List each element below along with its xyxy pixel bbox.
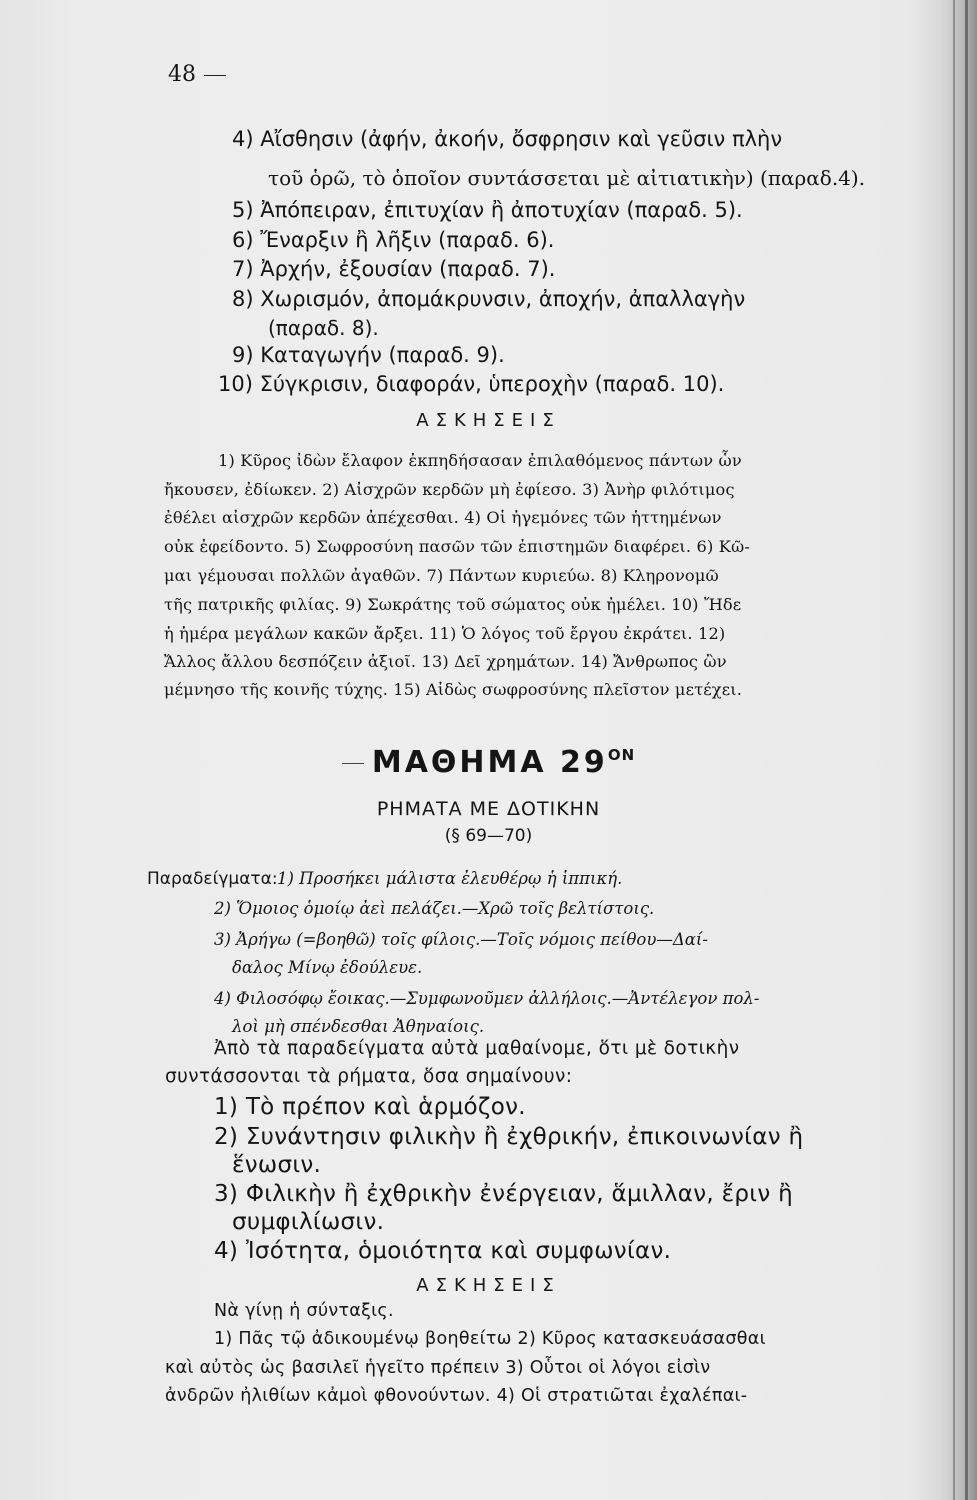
lesson-reference: (§ 69—70) bbox=[444, 826, 533, 846]
example-line: 1) Προσήκει μάλιστα ἐλευθέρῳ ἡ ἱππική. bbox=[277, 869, 623, 888]
lesson-subtitle: ΡΗΜΑΤΑ ΜΕ ΔΟΤΙΚΗΝ bbox=[376, 798, 601, 820]
exercise-line: μαι γέμουσαι πολλῶν ἀγαθῶν. 7) Πάντων κυριεύω. 8) Κληρονομῶ bbox=[164, 566, 719, 585]
list-item: 8) Χωρισμόν, ἀπομάκρυνσιν, ἀποχήν, ἀπαλλαγὴν bbox=[232, 287, 746, 311]
list-item: 10) Σύγκρισιν, διαφοράν, ὑπεροχὴν (παραδ. 10). bbox=[218, 372, 725, 396]
meaning-item: 3) Φιλικὴν ἢ ἐχθρικὴν ἐνέργειαν, ἅμιλλαν, ἔριν ἢ bbox=[214, 1181, 793, 1207]
page-number: 48 bbox=[168, 62, 226, 87]
exercise-line: τῆς πατρικῆς φιλίας. 9) Σωκράτης τοῦ σώματος οὐκ ἠμέλει. 10) Ἤδε bbox=[164, 595, 742, 614]
example-line: δαλος Μίνῳ ἐδούλευε. bbox=[232, 958, 423, 977]
exercise-line: Ἄλλος ἄλλου δεσπόζειν ἀξιοῖ. 13) Δεῖ χρημάτων. 14) Ἄνθρωπος ὢν bbox=[164, 652, 727, 671]
exercise-line: Νὰ γίνῃ ἡ σύνταξις. bbox=[214, 1301, 394, 1321]
list-item: τοῦ ὁρῶ, τὸ ὁποῖον συντάσσεται μὲ αἰτιατικὴν) (παραδ.4). bbox=[268, 166, 866, 190]
meaning-item: 4) Ἰσότητα, ὁμοιότητα καὶ συμφωνίαν. bbox=[214, 1238, 672, 1264]
examples-label: Παραδείγματα: bbox=[147, 869, 278, 889]
meaning-item: συμφιλίωσιν. bbox=[232, 1209, 385, 1235]
lesson-title: ΜΑΘΗΜΑ $29^{ON}$ bbox=[0, 745, 977, 780]
example-line: 4) Φιλοσόφῳ ἔοικας.—Συμφωνοῦμεν ἀλλήλοις.—Ἀντέλεγον πολ- bbox=[214, 989, 760, 1008]
exercise-line: ἐθέλει αἰσχρῶν κερδῶν ἀπέχεσθαι. 4) Οἱ ἡγεμόνες τῶν ἡττημένων bbox=[164, 508, 722, 527]
exercises-heading: ΑΣΚΗΣΕΙΣ bbox=[416, 1275, 561, 1296]
list-item: 4) Αἴσθησιν (ἀφήν, ἀκοήν, ὄσφρησιν καὶ γεῦσιν πλὴν bbox=[232, 127, 783, 151]
exercise-line: ἡ ἡμέρα μεγάλων κακῶν ἄρξει. 11) Ὁ λόγος τοῦ ἔργου ἐκράτει. 12) bbox=[164, 624, 726, 643]
meaning-item: 2) Συνάντησιν φιλικὴν ἢ ἐχθρικήν, ἐπικοινωνίαν ἢ bbox=[214, 1124, 804, 1150]
meaning-item: ἕνωσιν. bbox=[232, 1152, 322, 1178]
list-item: 7) Ἀρχήν, ἐξουσίαν (παραδ. 7). bbox=[232, 257, 556, 281]
exercise-line: ἤκουσεν, ἐδίωκεν. 2) Αἰσχρῶν κερδῶν μὴ ἐφίεσο. 3) Ἀνὴρ φιλότιμος bbox=[164, 480, 735, 499]
exercise-line: 1) Πᾶς τῷ ἀδικουμένῳ βοηθείτω 2) Κῦρος κατασκευάσασθαι bbox=[214, 1329, 766, 1349]
exercise-line: οὐκ ἐφείδοντο. 5) Σωφροσύνη πασῶν τῶν ἐπιστημῶν διαφέρει. 6) Κῶ- bbox=[164, 537, 750, 556]
body-line: Ἀπὸ τὰ παραδείγματα αὐτὰ μαθαίνομε, ὅτι μὲ δοτικὴν bbox=[214, 1038, 740, 1059]
exercise-line: ἀνδρῶν ἠλιθίων κἀμοὶ φθονούντων. 4) Οἱ στρατιῶται ἐχαλέπαι- bbox=[165, 1386, 748, 1406]
list-item: 6) Ἔναρξιν ἢ λῆξιν (παραδ. 6). bbox=[232, 228, 555, 252]
example-line: 2) Ὅμοιος ὁμοίῳ ἀεὶ πελάζει.—Χρῶ τοῖς βελτίστοις. bbox=[214, 899, 655, 918]
example-line: λοὶ μὴ σπένδεσθαι Ἀθηναίοις. bbox=[232, 1017, 485, 1036]
list-item: (παραδ. 8). bbox=[268, 316, 379, 340]
list-item: 5) Ἀπόπειραν, ἐπιτυχίαν ἢ ἀποτυχίαν (παραδ. 5). bbox=[232, 198, 743, 222]
exercises-heading: ΑΣΚΗΣΕΙΣ bbox=[416, 410, 561, 431]
list-item: 9) Καταγωγήν (παραδ. 9). bbox=[232, 343, 505, 367]
exercise-line: 1) Κῦρος ἰδὼν ἔλαφον ἐκπηδήσασαν ἐπιλαθόμενος πάντων ὧν bbox=[218, 451, 742, 470]
exercise-line: μέμνησο τῆς κοινῆς τύχης. 15) Αἰδὼς σωφροσύνης πλεῖστον μετέχει. bbox=[164, 680, 743, 699]
body-line: συντάσσονται τὰ ρήματα, ὅσα σημαίνουν: bbox=[165, 1066, 573, 1087]
example-line: 3) Ἀρήγω (=βοηθῶ) τοῖς φίλοις.—Τοῖς νόμοις πείθου—Δαί- bbox=[214, 930, 708, 949]
exercise-line: καὶ αὐτὸς ὡς βασιλεῖ ἡγεῖτο πρέπειν 3) Οὗτοι οἱ λόγοι εἰσὶν bbox=[165, 1358, 711, 1378]
meaning-item: 1) Τὸ πρέπον καὶ ἁρμόζον. bbox=[214, 1094, 526, 1120]
title-dash bbox=[342, 763, 364, 764]
page-number-dash bbox=[204, 75, 226, 76]
